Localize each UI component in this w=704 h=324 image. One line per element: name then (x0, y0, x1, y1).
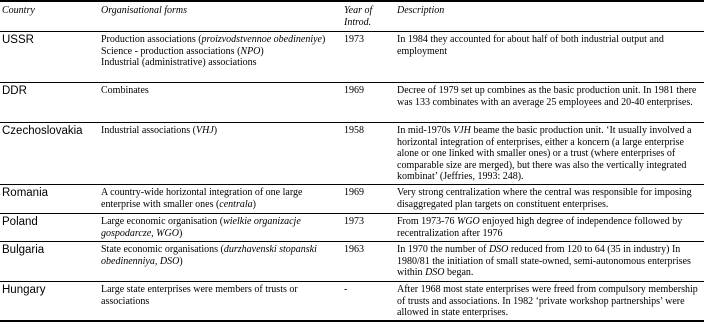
table-row-poland (0, 214, 704, 242)
forms-cell (98, 34, 343, 69)
description-cell: In 1970 the number of DSO reduced from 120 to 64 (35 in industry) In 1980/81 the initiation of small state-owned, semi-autonomous enterprises within DSO began. (397, 244, 691, 278)
description-cell: Very strong centralization where the central was responsible for imposing disaggregated plan targets on constituent enterprises. (397, 187, 692, 210)
forms-line: Production associations (proizvodstvennoe obedineniye) (101, 34, 326, 45)
forms-line: Industrial (administrative) associations (101, 57, 257, 68)
forms-cell: A country-wide horizontal integration of one large enterprise with smaller ones (centrala) (101, 187, 303, 210)
table-row-hungary (0, 282, 704, 322)
country-cell: Hungary (2, 284, 46, 296)
description-cell: After 1968 most state enterprises were freed from compulsory membership of trusts and associations. In 1982 ‘private workshop partnerships’ were allowed in state enterprises. (397, 284, 698, 318)
header-country: Country (2, 5, 35, 16)
description-cell: In mid-1970s VJH beame the basic production unit. ‘It usually involved a horizontal integration of enterprises, either a koncern (a large enterprise alone or one linked with smaller ones) or a trust (where enterprises of comparable size are merged), but there was also the vertically integrated kombinat’ (Jeffries, 1993: 248). (397, 125, 692, 182)
forms-cell: Combinates (101, 85, 149, 96)
header-year-line2: Introd. (344, 16, 372, 28)
forms-cell: Large state enterprises were members of trusts or associations (101, 284, 298, 307)
header-description: Description (397, 5, 445, 16)
country-cell: USSR (2, 34, 34, 46)
year-cell: 1958 (344, 125, 364, 136)
forms-cell: Large economic organisation (wielkie organizacje gospodarcze, WGO) (101, 216, 301, 239)
country-cell: Czechoslovakia (2, 125, 83, 137)
description-cell: From 1973-76 WGO enjoyed high degree of independence followed by recentralization after 1976 (397, 216, 683, 239)
header-organisational-forms: Organisational forms (101, 5, 188, 16)
table-row-ddr (0, 83, 704, 123)
country-cell: Poland (2, 216, 38, 228)
header-year-line1: Year of (344, 5, 373, 16)
table-row-czechoslovakia (0, 123, 704, 185)
description-cell: In 1984 they accounted for about half of both industrial output and employment (397, 34, 664, 57)
header-year (343, 5, 397, 31)
year-cell: 1973 (344, 216, 364, 227)
forms-cell: Industrial associations (VHJ) (101, 125, 218, 136)
year-cell: 1963 (344, 244, 364, 255)
table-row-bulgaria (0, 242, 704, 282)
year-cell: 1969 (344, 85, 364, 96)
forms-cell: State economic organisations (durzhavenski stopanski obedinenniya, DSO) (101, 244, 317, 267)
year-cell: - (344, 284, 348, 295)
table-row-romania (0, 185, 704, 214)
table-header-row (0, 2, 704, 32)
country-cell: DDR (2, 85, 27, 97)
table-row-ussr (0, 32, 704, 83)
country-cell: Romania (2, 187, 49, 199)
year-cell: 1969 (344, 187, 364, 198)
country-cell: Bulgaria (2, 244, 45, 256)
forms-line: Science - production associations (NPO) (101, 45, 264, 57)
year-cell: 1973 (344, 34, 364, 45)
description-cell: Decree of 1979 set up combines as the basic production unit. In 1981 there was 133 combinates with an average 25 employees and 20-40 enterprises. (397, 85, 697, 108)
